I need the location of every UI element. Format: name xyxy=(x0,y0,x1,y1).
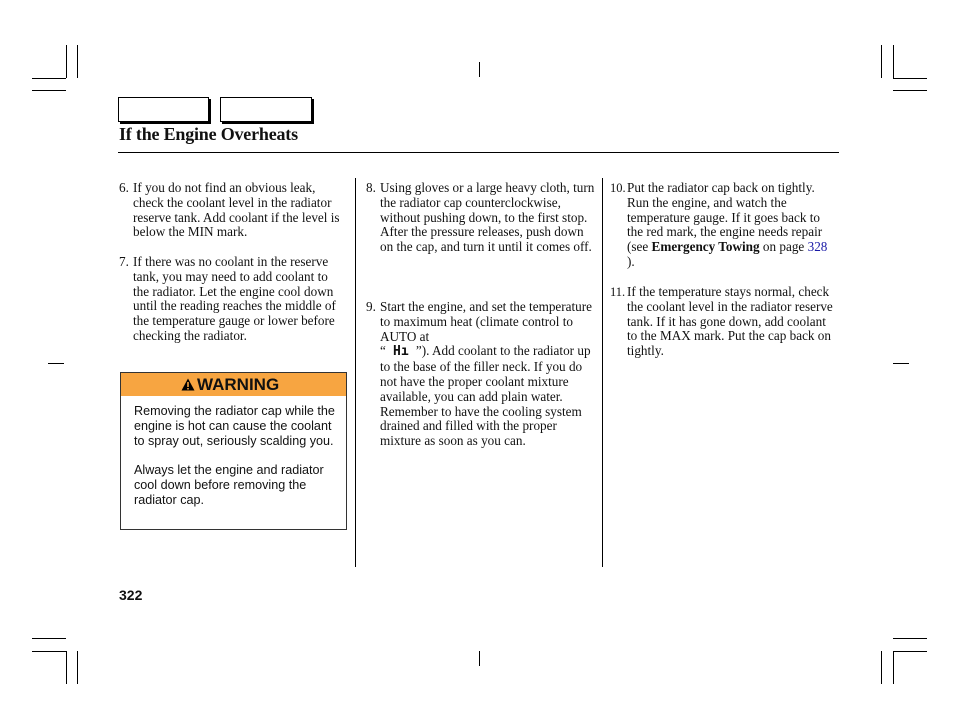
warning-paragraph: Always let the engine and radiator cool down before removing the radiator cap. xyxy=(134,463,324,507)
emergency-towing-ref: Emergency Towing xyxy=(651,239,760,255)
step-text: Put the radiator cap back on tightly. Run the engine, and watch the temperature gauge. If it goes back to the red mark, the engine needs repair (see Emergency Towing on page 328 ). xyxy=(627,180,828,269)
column-divider xyxy=(355,178,356,567)
page-number: 322 xyxy=(119,587,143,603)
step-9 xyxy=(366,300,596,449)
warning-triangle-icon xyxy=(181,378,195,391)
page-link[interactable]: 328 xyxy=(807,239,828,255)
step-6 xyxy=(119,181,347,240)
step-10 xyxy=(610,181,838,270)
step-number: 10. xyxy=(610,181,626,195)
warning-label: WARNING xyxy=(197,375,280,394)
hi-heat-icon: Hı xyxy=(393,344,409,360)
step-7 xyxy=(119,255,347,344)
step-number: 7. xyxy=(119,254,129,269)
step-text: If you do not find an obvious leak, check the coolant level in the radiator reserve tank. Add coolant if the level is below the MIN mark. xyxy=(133,180,340,240)
step-text: Using gloves or a large heavy cloth, turn the radiator cap counterclockwise, without pushing down, to the first stop. After the pressure releases, push down on the cap, and turn it until it comes off. xyxy=(380,180,595,255)
warning-header xyxy=(121,373,346,396)
title-rule xyxy=(118,152,839,153)
step-11 xyxy=(610,285,838,359)
step-8 xyxy=(366,181,596,255)
section-tab-box[interactable] xyxy=(118,97,209,122)
step-text: If there was no coolant in the reserve tank, you may need to add coolant to the radiator. Let the engine cool down until the reading reaches the middle of the temperature gauge or lower before checking the radiator. xyxy=(133,254,336,343)
warning-box xyxy=(120,372,347,530)
step-number: 11. xyxy=(610,285,626,299)
warning-body xyxy=(121,396,346,508)
step-text: Start the engine, and set the temperature to maximum heat (climate control to AUTO at “ Hı ”). Add coolant to the radiator up to the base of the filler neck. If you do not have the proper coolant mixture available, you can add plain water. Remember to have the cooling system drained and filled with the proper mixture as soon as you can. xyxy=(380,299,593,449)
column-divider xyxy=(602,178,603,567)
step-text: If the temperature stays normal, check the coolant level in the radiator reserve tank. If it has gone down, add coolant to the MAX mark. Put the cap back on tightly. xyxy=(627,284,833,359)
warning-paragraph: Removing the radiator cap while the engine is hot can cause the coolant to spray out, seriously scalding you. xyxy=(134,404,335,448)
page-title: If the Engine Overheats xyxy=(119,124,298,144)
step-number: 9. xyxy=(366,299,376,314)
section-tab-box[interactable] xyxy=(220,97,312,122)
step-number: 8. xyxy=(366,180,376,195)
step-number: 6. xyxy=(119,180,129,195)
